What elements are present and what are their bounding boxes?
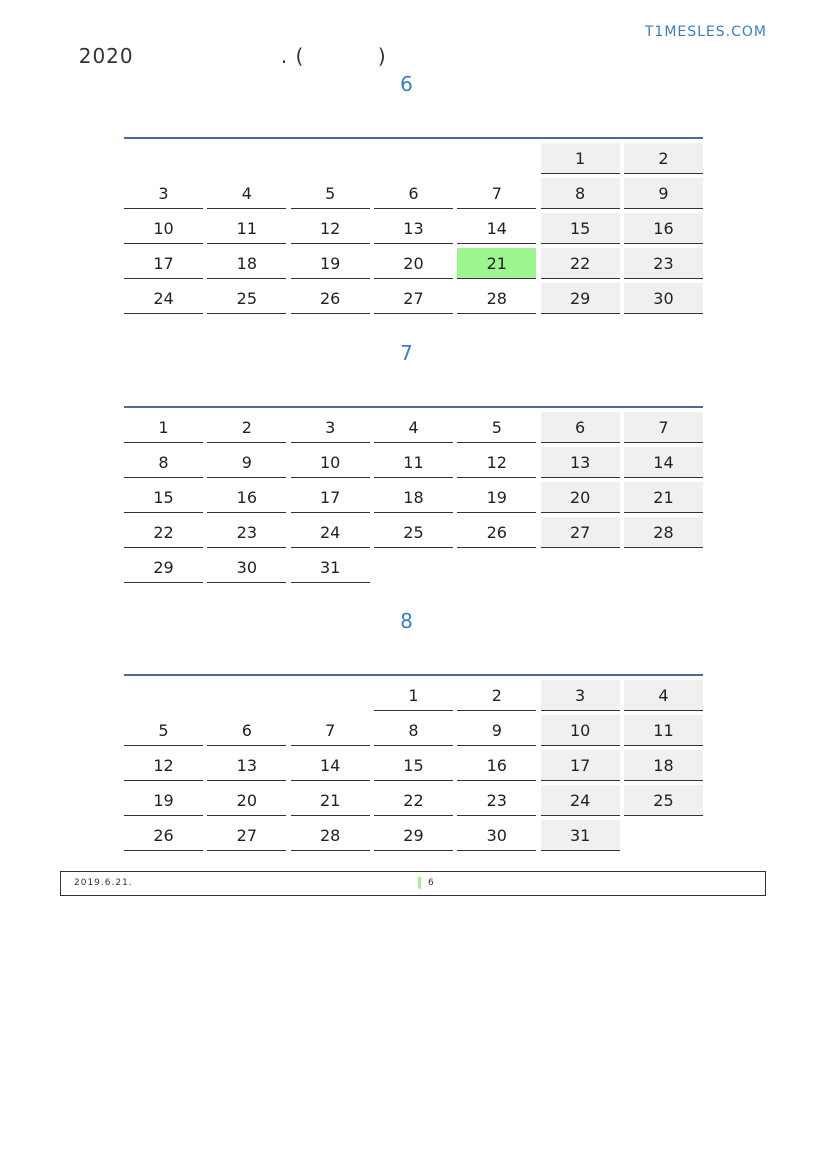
calendar-day: 7 — [457, 178, 536, 209]
calendar-day: 29 — [541, 283, 620, 314]
calendar-day-empty — [124, 143, 203, 174]
calendar-day: 5 — [124, 715, 203, 746]
calendar-day: 5 — [291, 178, 370, 209]
calendar-day: 1 — [374, 680, 453, 711]
calendar-day: 3 — [541, 680, 620, 711]
calendar-day: 16 — [207, 482, 286, 513]
calendar-day-empty — [207, 680, 286, 711]
calendar-day: 23 — [457, 785, 536, 816]
calendar-day: 20 — [541, 482, 620, 513]
calendar-day: 30 — [624, 283, 703, 314]
calendar-day: 19 — [291, 248, 370, 279]
calendar-day: 10 — [291, 447, 370, 478]
calendar-day: 18 — [207, 248, 286, 279]
calendar-day: 24 — [124, 283, 203, 314]
calendar-day-empty — [124, 680, 203, 711]
calendar-day: 25 — [374, 517, 453, 548]
calendar-day: 9 — [457, 715, 536, 746]
calendar-day-empty — [291, 143, 370, 174]
calendar-day: 12 — [457, 447, 536, 478]
calendar-day: 24 — [291, 517, 370, 548]
calendar-day: 4 — [207, 178, 286, 209]
calendar-day: 11 — [374, 447, 453, 478]
calendar-day: 27 — [541, 517, 620, 548]
calendar-day: 6 — [207, 715, 286, 746]
calendar-day: 4 — [374, 412, 453, 443]
calendar-june — [124, 137, 703, 314]
footer-date: 2019.6.21. — [74, 878, 133, 888]
calendar-day: 16 — [624, 213, 703, 244]
calendar-day: 2 — [207, 412, 286, 443]
calendar-day: 14 — [457, 213, 536, 244]
calendar-day: 14 — [291, 750, 370, 781]
today-legend-swatch — [418, 877, 421, 889]
calendar-day: 7 — [291, 715, 370, 746]
calendar-day: 30 — [457, 820, 536, 851]
month-title-july: 7 — [400, 341, 413, 365]
calendar-grid — [124, 143, 703, 314]
calendar-day: 2 — [457, 680, 536, 711]
page-header — [64, 20, 387, 68]
calendar-day: 28 — [624, 517, 703, 548]
calendar-day: 10 — [541, 715, 620, 746]
calendar-day: 3 — [291, 412, 370, 443]
calendar-day: 17 — [291, 482, 370, 513]
calendar-day: 12 — [124, 750, 203, 781]
calendar-day: 19 — [124, 785, 203, 816]
calendar-day-empty — [541, 552, 620, 583]
calendar-day: 18 — [624, 750, 703, 781]
calendar-day: 28 — [291, 820, 370, 851]
calendar-day: 29 — [124, 552, 203, 583]
calendar-day: 15 — [124, 482, 203, 513]
calendar-day: 27 — [374, 283, 453, 314]
calendar-day: 8 — [541, 178, 620, 209]
calendar-day: 21 — [624, 482, 703, 513]
calendar-day: 21 — [291, 785, 370, 816]
calendar-day: 25 — [207, 283, 286, 314]
calendar-day-empty — [624, 820, 703, 851]
calendar-day: 22 — [374, 785, 453, 816]
calendar-grid — [124, 412, 703, 583]
calendar-day: 28 — [457, 283, 536, 314]
calendar-day: 29 — [374, 820, 453, 851]
calendar-day-empty — [374, 552, 453, 583]
calendar-day: 23 — [624, 248, 703, 279]
calendar-day: 30 — [207, 552, 286, 583]
calendar-day: 15 — [374, 750, 453, 781]
calendar-day: 11 — [207, 213, 286, 244]
footer-note: 6 — [428, 878, 434, 888]
calendar-day: 7 — [624, 412, 703, 443]
calendar-day: 10 — [124, 213, 203, 244]
calendar-day: 1 — [124, 412, 203, 443]
calendar-day: 12 — [291, 213, 370, 244]
calendar-day: 22 — [124, 517, 203, 548]
calendar-day: 14 — [624, 447, 703, 478]
calendar-august — [124, 674, 703, 851]
calendar-day: 8 — [374, 715, 453, 746]
calendar-day: 13 — [207, 750, 286, 781]
calendar-day-empty — [374, 143, 453, 174]
month-title-june: 6 — [400, 72, 413, 96]
calendar-day: 27 — [207, 820, 286, 851]
calendar-day: 8 — [124, 447, 203, 478]
calendar-grid — [124, 680, 703, 851]
calendar-july — [124, 406, 703, 583]
calendar-day: 22 — [541, 248, 620, 279]
calendar-day: 20 — [374, 248, 453, 279]
calendar-day: 13 — [541, 447, 620, 478]
calendar-day: 17 — [124, 248, 203, 279]
calendar-day-empty — [457, 552, 536, 583]
calendar-day: 15 — [541, 213, 620, 244]
calendar-day-empty — [291, 680, 370, 711]
calendar-day: 3 — [124, 178, 203, 209]
calendar-day: 26 — [457, 517, 536, 548]
calendar-day: 16 — [457, 750, 536, 781]
calendar-day: 26 — [124, 820, 203, 851]
month-title-august: 8 — [400, 609, 413, 633]
calendar-day-empty — [624, 552, 703, 583]
calendar-day: 1 — [541, 143, 620, 174]
calendar-day: 20 — [207, 785, 286, 816]
calendar-day: 23 — [207, 517, 286, 548]
calendar-day: 13 — [374, 213, 453, 244]
calendar-day: 9 — [207, 447, 286, 478]
calendar-day: 5 — [457, 412, 536, 443]
calendar-day: 11 — [624, 715, 703, 746]
calendar-day-empty — [207, 143, 286, 174]
site-link[interactable]: T1MESLES.COM — [644, 24, 767, 40]
calendar-day: 31 — [291, 552, 370, 583]
calendar-day: 17 — [541, 750, 620, 781]
calendar-day: 18 — [374, 482, 453, 513]
calendar-day: 4 — [624, 680, 703, 711]
calendar-day: 26 — [291, 283, 370, 314]
calendar-day: 31 — [541, 820, 620, 851]
calendar-day: 24 — [541, 785, 620, 816]
calendar-day: 25 — [624, 785, 703, 816]
header-year: 2020 — [78, 44, 134, 68]
calendar-day-today: 21 — [457, 248, 536, 279]
calendar-day: 2 — [624, 143, 703, 174]
calendar-day: 9 — [624, 178, 703, 209]
calendar-day: 6 — [374, 178, 453, 209]
footer-box — [60, 871, 766, 896]
calendar-day: 19 — [457, 482, 536, 513]
calendar-day: 6 — [541, 412, 620, 443]
calendar-day-empty — [457, 143, 536, 174]
header-subtitle: . ( ) — [280, 44, 387, 68]
